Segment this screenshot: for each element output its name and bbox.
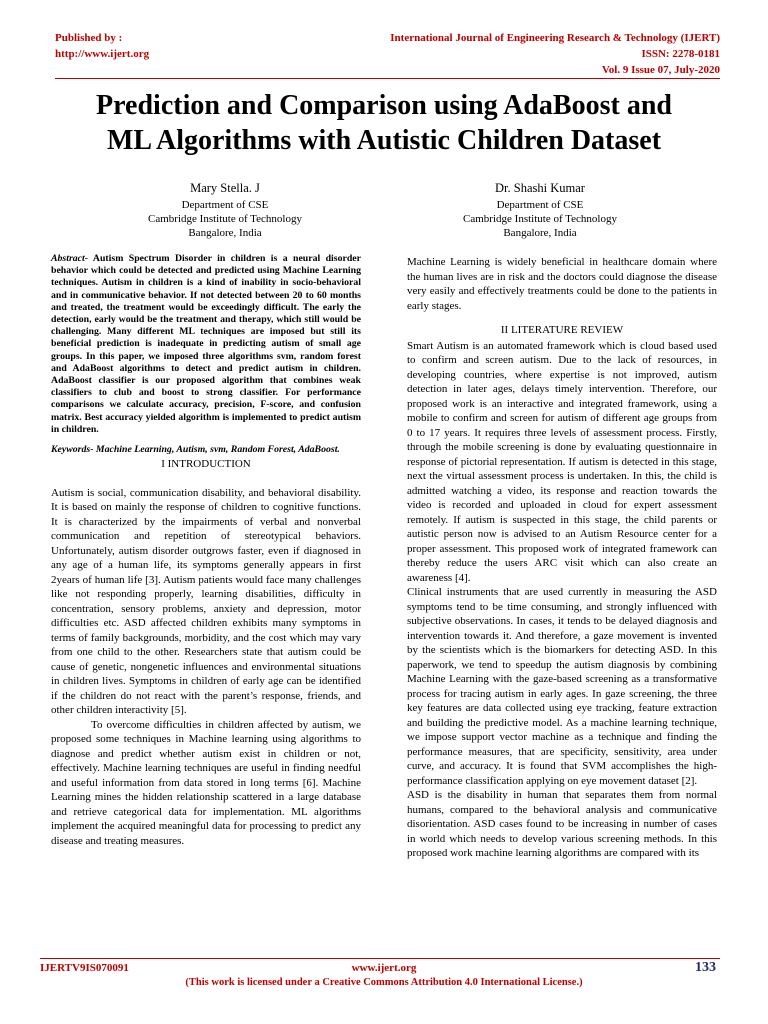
author-dept: Department of CSE [496,199,584,211]
author-2 [400,181,680,240]
right-column [407,255,717,861]
author-institution: Cambridge Institute of Technology [463,213,617,225]
left-column [51,253,361,848]
author-institution: Cambridge Institute of Technology [148,213,302,225]
intro-paragraph-2: To overcome difficulties in children affected by autism, we proposed some techniques in Machine learning using algorithms to diagnose and predict whether autism exist in children or not, effectively. Machine learning techniques are useful in finding needful and useful information from data stored in long terms [6]. Machine Learning mines the hidden relationship scattered in a large database and retrieve categorical data for implementation. ML algorithms implement the acquired meaningful data for processing to predict any disease and treating measures. [51,718,361,847]
literature-paragraph-1: Smart Autism is an automated framework which is cloud based used to confirm and screen autism. Due to the lack of resources, in developing countries, where expertise is not improved, autism detection in later ages, delays timely intervention. Therefore, our proposed work is an interactive and integrated framework, using a mobile to confirm and screen for autism of different age groups from 0 to 17 years. It requires three levels of assessment process. Firstly, through the mobile screening is done by evaluating questionnaire in response of pictorial representation. If autism is detected in this stage, next the virtual assessment process is undertaken. In this, the child is admitted watching a video, its response and reaction towards the video is recorded and uploaded in cloud for expert assessment remotely. If autism is suspected in this stage, the child parents or autistic person now is advised to an Autism Resource center for a proper assessment. This proposed work of integrated framework can thereby reduce the users ARC visit which can also create an awareness [4]. [407,339,717,584]
author-name: Dr. Shashi Kumar [495,181,585,195]
abstract-text: Autism Spectrum Disorder in children is a neural disorder behavior which could be detected and predicted using Machine Learning techniques. Autism in children is a kind of inability in socio-behavioral and in communicative behavior. If not detected between 20 to 60 months and treated, the treatment would be exceedingly difficult. The early the detection, early would be the treatment and therapy, which still would be challenging. Many different ML techniques are imposed but still its beneficial prediction is inadequate in predicting autism of small age groups. In this paper, we imposed three algorithms svm, random forest and AdaBoost algorithms to detect and predict autism in children. AdaBoost classifier is our proposed algorithm that combines weak classifiers to club and boost to strong classifier. For performance comparisons we calculate accuracy, precision, F-score, and confusion matrix. Best accuracy yielded algorithm is implemented to predict autism in children. [51,253,361,435]
publisher-block [55,30,149,62]
paper-title [40,88,728,158]
author-name: Mary Stella. J [190,181,260,195]
footer-divider [40,958,720,959]
journal-name: International Journal of Engineering Research & Technology (IJERT) [390,32,720,44]
author-city: Bangalore, India [503,227,577,239]
abstract [51,253,361,436]
author-1 [85,181,365,240]
literature-paragraph-3: ASD is the disability in human that separates them from normal humans, compared to the behavioral analysis and communicative disorientation. ASD cases found to be increasing in number of cases in world which needs to develop various screening methods. In this proposed work machine learning algorithms are compared with its [407,789,717,859]
page-number: 133 [695,960,716,975]
author-city: Bangalore, India [188,227,262,239]
journal-volume: Vol. 9 Issue 07, July-2020 [601,64,720,76]
literature-paragraph-2: Clinical instruments that are used currently in measuring the ASD symptoms tend to be time consuming, and strongly influenced with subjective observations. In cases, it tends to be delayed diagnosis and intervention towards it. And therefore, a gaze movement is invented by the scientists which is the biomarkers for detecting ASD. In this paperwork, we tend to speedup the autism diagnosis by combining Machine Learning with the gaze-based screening as a transformative process for tracing autism in early ages. In gaze screening, the three key features are data collected using eye tracking, feature extraction and building the predictive model. As a machine learning technique, we impose support vector machine as a technique and finding the performance measures, that are specificity, sensitivity, area under curve, and accuracy. It is found that SVM accomplishes the high-performance classification applying on eye movement dataset [2]. [407,586,717,787]
footer-url[interactable]: www.ijert.org [351,962,417,974]
footer-license: (This work is licensed under a Creative Commons Attribution 4.0 International License.) [185,977,583,988]
abstract-label: Abstract- [51,253,89,264]
footer-paper-id: IJERTV9IS070091 [40,962,129,974]
keywords: Keywords- Machine Learning, Autism, svm, Random Forest, AdaBoost. [51,444,340,456]
publisher-url[interactable]: http://www.ijert.org [55,48,150,60]
section-heading-literature-review: II LITERATURE REVIEW [500,324,624,336]
journal-block [390,30,720,78]
title-line-1: Prediction and Comparison using AdaBoost and [96,90,672,121]
journal-issn: ISSN: 2278-0181 [641,48,720,60]
header-divider [55,78,720,79]
publisher-label: Published by : [55,32,123,44]
author-dept: Department of CSE [181,199,269,211]
ml-paragraph: Machine Learning is widely beneficial in healthcare domain where the human lives are in risk and the doctors could diagnose the disease very easily and effectively treatments could be done to the patients in early stages. [407,256,717,312]
section-heading-introduction: I INTRODUCTION [161,458,251,471]
intro-paragraph-1: Autism is social, communication disability, and behavioral disability. It is based on mainly the response of children to cognitive functions. It is characterized by the impairments of verbal and nonverbal communication and repetition of stereotypical behaviors. Unfortunately, autism disorder outgrows faster, even if diagnosed in any age of a human life, its symptoms generally appears in first 2years of human life [3]. Autism patients would face many challenges like not responding properly, learning disabilities, difficulty in concentration, sensory problems, anxiety and depression, motor difficulties etc. ASD affected children exhibits many symptoms in terms of family backgrounds, morbidity, and the cost which may vary from one child to the other. Researchers state that autism could be cause of genetic, nongenetic influences and environmental situations in children lives. Symptoms in children of early age can be identified if the children do not react with the parent’s response, friends, and other children interactivity [5]. [51,486,361,717]
title-line-2: ML Algorithms with Autistic Children Dataset [106,125,662,156]
